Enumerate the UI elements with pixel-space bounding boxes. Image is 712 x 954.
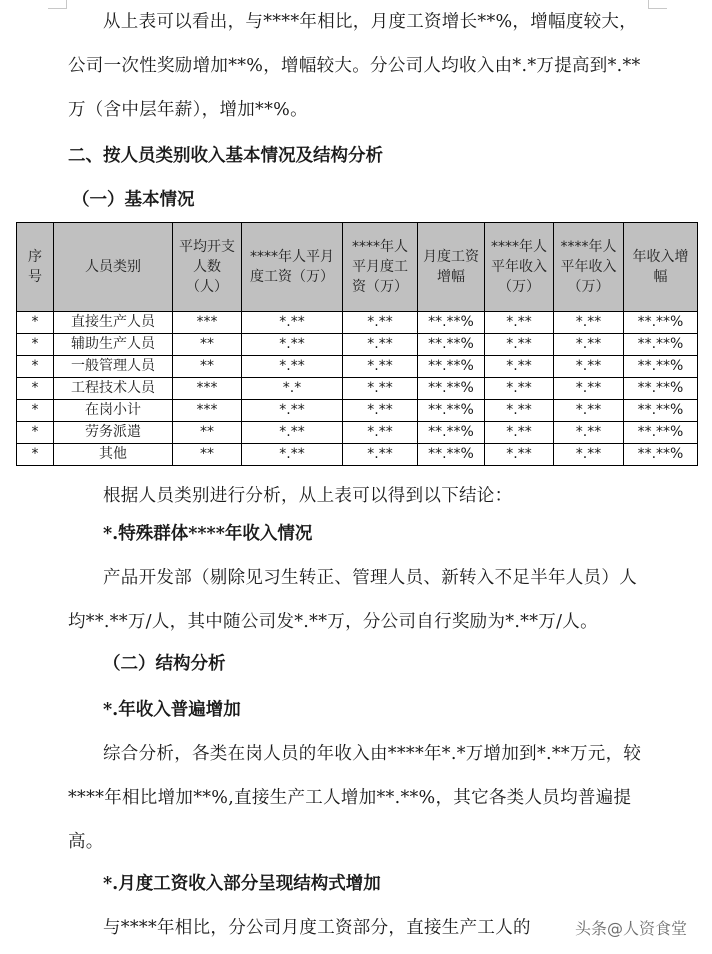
- cell-category: 工程技术人员: [54, 378, 173, 400]
- header-avg-headcount: 平均开支人数（人）: [173, 223, 242, 312]
- cell-headcount: **: [173, 356, 242, 378]
- monthly-wage-paragraph: 与****年相比，分公司月度工资部分，直接生产工人的: [103, 918, 531, 938]
- cell-index: *: [17, 444, 54, 466]
- cell-monthly-curr: *.**: [343, 334, 418, 356]
- cell-index: *: [17, 400, 54, 422]
- page-corner-mark-right: [648, 0, 667, 9]
- cell-monthly-growth: **.**%: [418, 400, 485, 422]
- header-monthly-wage-curr: ****年人平月度工资（万）: [343, 223, 418, 312]
- header-annual-income-curr: ****年人平年收入（万）: [554, 223, 624, 312]
- cell-annual-curr: *.**: [554, 444, 624, 466]
- cell-monthly-growth: **.**%: [418, 334, 485, 356]
- cell-monthly-prev: *.**: [242, 444, 343, 466]
- cell-monthly-prev: *.**: [242, 312, 343, 334]
- cell-annual-curr: *.**: [554, 312, 624, 334]
- special-group-paragraph: 产品开发部（剔除见习生转正、管理人员、新转入不足半年人员）人均**.**万/人，其中随公司发*.**万，分公司自行奖励为*.**万/人。: [68, 568, 637, 632]
- header-category: 人员类别: [54, 223, 173, 312]
- table-row: [17, 422, 698, 444]
- intro-paragraph: 从上表可以看出，与****年相比，月度工资增长**%，增幅度较大，公司一次性奖励增加**%，增幅较大。分公司人均收入由*.*万提高到*.**万（含中层年薪），增加**%。: [68, 12, 641, 120]
- cell-headcount: ***: [173, 312, 242, 334]
- monthly-wage-title: *.月度工资收入部分呈现结构式增加: [103, 874, 381, 894]
- cell-monthly-curr: *.**: [343, 400, 418, 422]
- cell-monthly-curr: *.**: [343, 356, 418, 378]
- table-row: [17, 312, 698, 334]
- cell-monthly-growth: **.**%: [418, 312, 485, 334]
- cell-index: *: [17, 356, 54, 378]
- cell-index: *: [17, 334, 54, 356]
- section-title: 二、按人员类别收入基本情况及结构分析: [68, 146, 383, 166]
- cell-index: *: [17, 422, 54, 444]
- page-corner-mark-left: [48, 0, 67, 9]
- cell-annual-curr: *.**: [554, 378, 624, 400]
- cell-headcount: ***: [173, 378, 242, 400]
- header-index: 序号: [17, 223, 54, 312]
- cell-annual-growth: **.**%: [624, 400, 698, 422]
- header-annual-income-growth: 年收入增幅: [624, 223, 698, 312]
- special-group-title: *.特殊群体****年收入情况: [103, 524, 313, 544]
- table-row: [17, 356, 698, 378]
- cell-annual-curr: *.**: [554, 400, 624, 422]
- cell-monthly-curr: *.**: [343, 444, 418, 466]
- cell-monthly-prev: *.**: [242, 400, 343, 422]
- cell-annual-curr: *.**: [554, 422, 624, 444]
- cell-annual-growth: **.**%: [624, 334, 698, 356]
- watermark: 头条@人资食堂: [575, 916, 687, 939]
- cell-category: 劳务派遣: [54, 422, 173, 444]
- cell-annual-prev: *.**: [485, 400, 554, 422]
- table-row: [17, 334, 698, 356]
- cell-headcount: **: [173, 444, 242, 466]
- subsection-basic-title: （一）基本情况: [72, 190, 195, 210]
- cell-annual-growth: **.**%: [624, 422, 698, 444]
- header-monthly-wage-prev: ****年人平月度工资（万）: [242, 223, 343, 312]
- annual-income-title: *.年收入普遍增加: [103, 700, 241, 720]
- cell-category: 在岗小计: [54, 400, 173, 422]
- cell-annual-prev: *.**: [485, 356, 554, 378]
- cell-monthly-growth: **.**%: [418, 378, 485, 400]
- cell-annual-prev: *.**: [485, 378, 554, 400]
- cell-category: 其他: [54, 444, 173, 466]
- cell-monthly-prev: *.**: [242, 356, 343, 378]
- cell-monthly-growth: **.**%: [418, 422, 485, 444]
- table-header-row: [17, 223, 698, 312]
- conclusion-lead: 根据人员类别进行分析，从上表可以得到以下结论：: [103, 486, 513, 506]
- cell-annual-prev: *.**: [485, 444, 554, 466]
- cell-category: 一般管理人员: [54, 356, 173, 378]
- cell-annual-prev: *.**: [485, 422, 554, 444]
- cell-monthly-prev: *.*: [242, 378, 343, 400]
- header-monthly-wage-growth: 月度工资增幅: [418, 223, 485, 312]
- table-row: [17, 378, 698, 400]
- cell-index: *: [17, 312, 54, 334]
- cell-headcount: ***: [173, 400, 242, 422]
- subsection-structure-title: （二）结构分析: [103, 654, 226, 674]
- cell-annual-growth: **.**%: [624, 444, 698, 466]
- cell-monthly-growth: **.**%: [418, 444, 485, 466]
- cell-annual-prev: *.**: [485, 312, 554, 334]
- cell-annual-curr: *.**: [554, 356, 624, 378]
- cell-category: 直接生产人员: [54, 312, 173, 334]
- cell-annual-growth: **.**%: [624, 312, 698, 334]
- cell-annual-prev: *.**: [485, 334, 554, 356]
- cell-category: 辅助生产人员: [54, 334, 173, 356]
- cell-monthly-curr: *.**: [343, 422, 418, 444]
- cell-annual-growth: **.**%: [624, 356, 698, 378]
- cell-annual-curr: *.**: [554, 334, 624, 356]
- cell-index: *: [17, 378, 54, 400]
- cell-monthly-prev: *.**: [242, 334, 343, 356]
- cell-monthly-growth: **.**%: [418, 356, 485, 378]
- cell-headcount: **: [173, 422, 242, 444]
- header-annual-income-prev: ****年人平年收入（万）: [485, 223, 554, 312]
- cell-headcount: **: [173, 334, 242, 356]
- cell-annual-growth: **.**%: [624, 378, 698, 400]
- cell-monthly-prev: *.**: [242, 422, 343, 444]
- annual-income-paragraph: 综合分析，各类在岗人员的年收入由****年*.*万增加到*.**万元，较****年相比增加**%,直接生产工人增加**.**%，其它各类人员均普遍提高。: [68, 744, 642, 852]
- income-table: [16, 222, 698, 466]
- table-row: [17, 444, 698, 466]
- cell-monthly-curr: *.**: [343, 312, 418, 334]
- cell-monthly-curr: *.**: [343, 378, 418, 400]
- table-row: [17, 400, 698, 422]
